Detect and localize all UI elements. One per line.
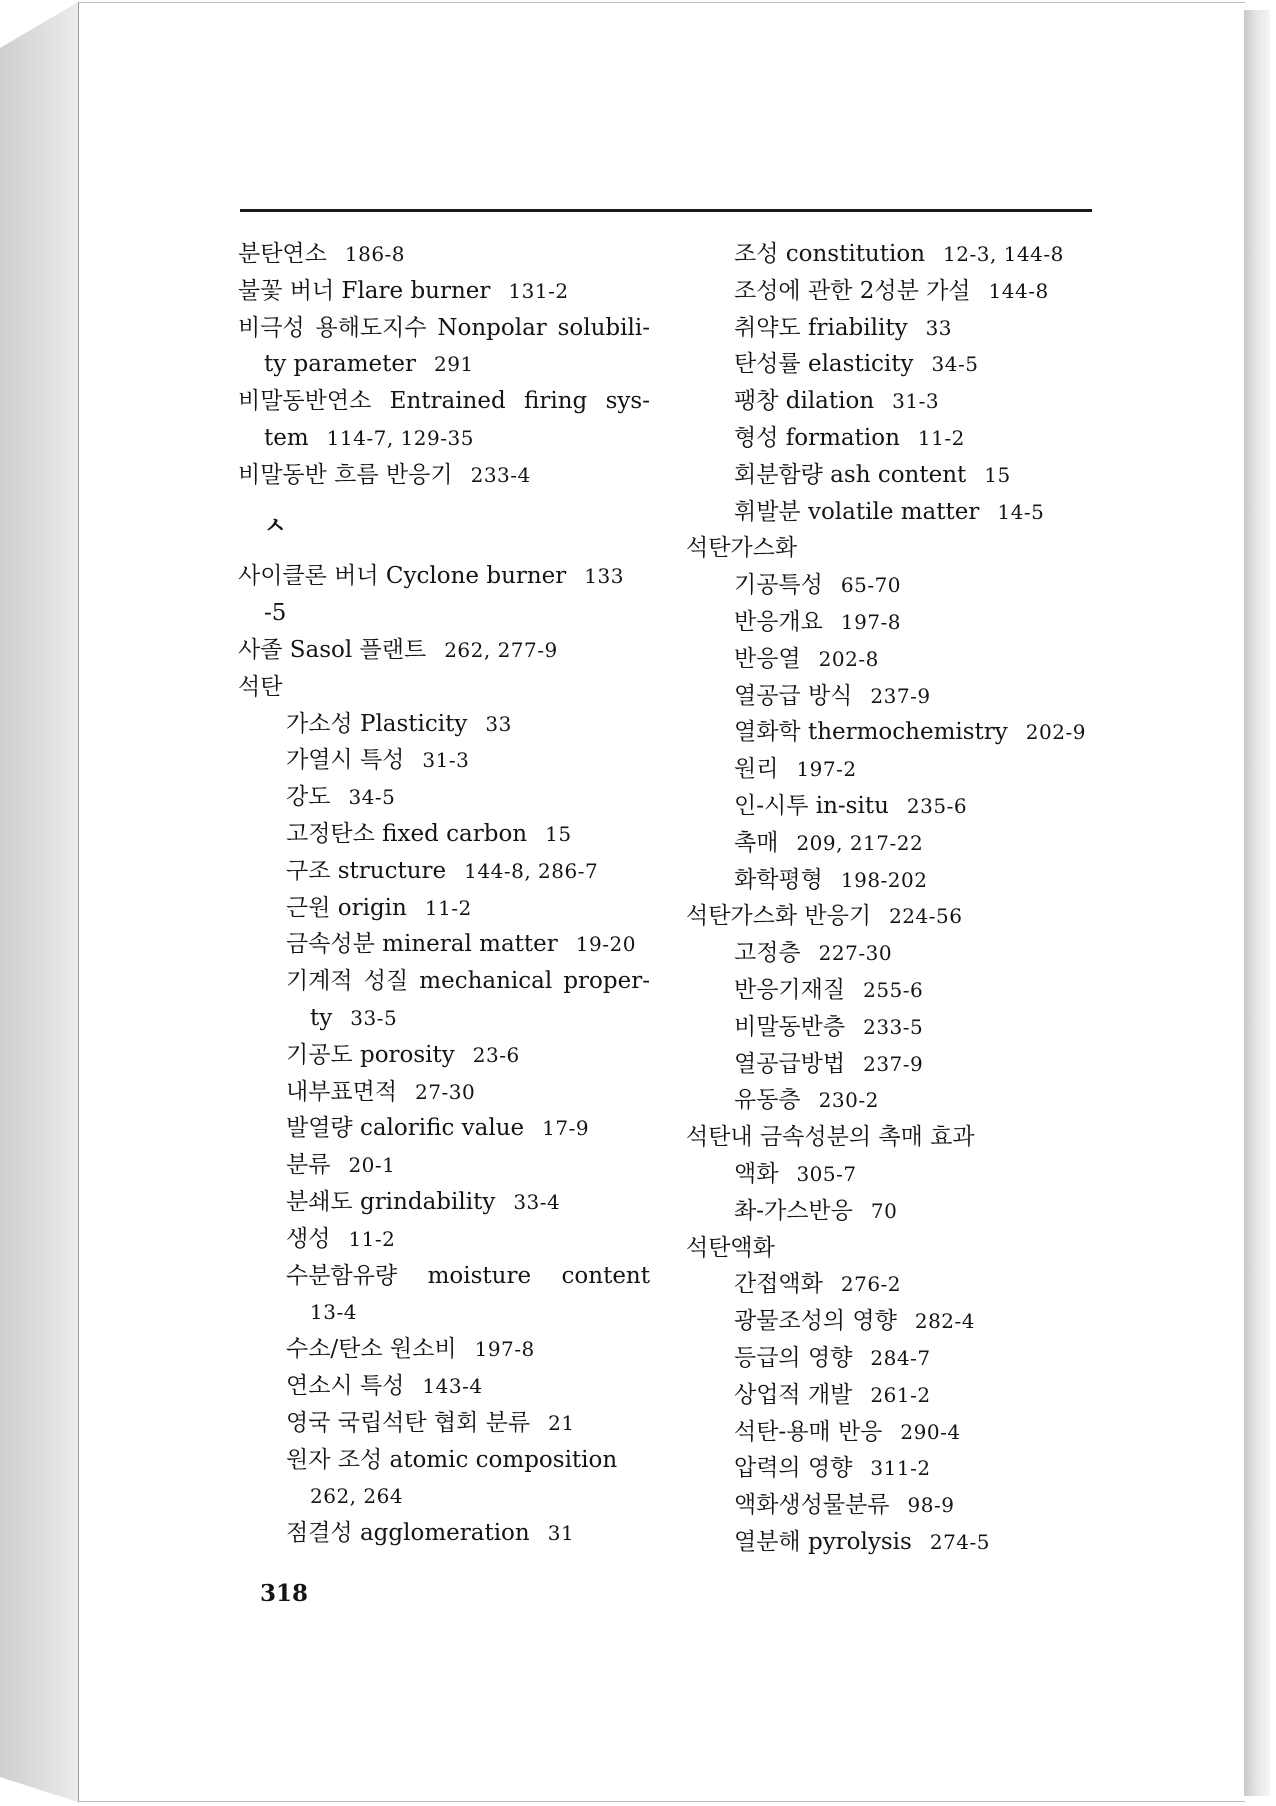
index-term: 석탄내 금속성분의 촉매 효과 bbox=[686, 1124, 975, 1151]
index-entry bbox=[238, 383, 650, 420]
index-pages: 21 bbox=[548, 1410, 575, 1435]
page-number: 318 bbox=[260, 1580, 309, 1607]
index-pages: 33 bbox=[925, 315, 953, 340]
index-term: 형성 formation bbox=[734, 424, 900, 451]
index-heading bbox=[686, 1119, 1106, 1156]
index-pages: 12-3, 144-8 bbox=[943, 242, 1064, 266]
index-pages: 262, 277-9 bbox=[444, 637, 558, 662]
index-subentry bbox=[686, 236, 1106, 273]
index-term: 수분함유량 moisture content bbox=[286, 1262, 650, 1289]
index-pages: 31-3 bbox=[422, 748, 470, 773]
index-subentry bbox=[686, 604, 1106, 641]
index-term: 석탄가스화 반응기 bbox=[686, 903, 872, 930]
index-subentry bbox=[686, 567, 1106, 604]
index-term: 기공도 porosity bbox=[286, 1041, 455, 1068]
index-subentry bbox=[686, 1377, 1106, 1414]
index-term: ty parameter bbox=[264, 351, 416, 378]
index-subentry bbox=[686, 862, 1106, 899]
index-term: 비말동반연소 Entrained firing sys- bbox=[238, 388, 650, 415]
index-subentry bbox=[686, 1193, 1106, 1230]
index-term: 영국 국립석탄 협회 분류 bbox=[286, 1409, 531, 1436]
index-pages: 15 bbox=[545, 821, 572, 846]
index-subentry bbox=[238, 1405, 650, 1442]
index-subentry bbox=[238, 706, 650, 743]
index-entry bbox=[238, 236, 650, 273]
index-term: 열공급 방식 bbox=[734, 682, 853, 709]
index-subentry bbox=[686, 714, 1106, 751]
index-pages: 255-6 bbox=[863, 977, 924, 1002]
index-heading bbox=[238, 669, 650, 706]
index-pages: 202-8 bbox=[818, 646, 879, 671]
index-pages: 197-2 bbox=[796, 757, 857, 782]
index-pages: 233-5 bbox=[863, 1014, 924, 1039]
index-pages: 143-4 bbox=[422, 1373, 483, 1398]
index-subentry bbox=[686, 457, 1106, 494]
index-term: 취약도 friability bbox=[734, 314, 908, 341]
index-subentry bbox=[686, 383, 1106, 420]
index-term: 석탄-용매 반응 bbox=[734, 1418, 883, 1445]
index-pages: 11-2 bbox=[424, 895, 472, 920]
index-term: 석탄 bbox=[238, 673, 283, 700]
index-subentry bbox=[238, 1442, 650, 1479]
index-term: 생성 bbox=[286, 1225, 331, 1252]
section-letter: ㅅ bbox=[264, 511, 287, 539]
index-pages: 131-2 bbox=[508, 278, 569, 303]
index-pages: 98-9 bbox=[907, 1493, 955, 1518]
index-term: 인-시투 in-situ bbox=[734, 792, 889, 819]
index-subentry bbox=[238, 1110, 650, 1147]
index-term: -5 bbox=[264, 600, 287, 627]
index-pages: 202-9 bbox=[1025, 720, 1086, 745]
index-term: 불꽃 버너 Flare burner bbox=[238, 277, 491, 304]
index-subentry bbox=[238, 963, 650, 1000]
index-subentry bbox=[686, 641, 1106, 678]
index-pages: 65-70 bbox=[840, 573, 902, 598]
index-term: 점결성 agglomeration bbox=[286, 1520, 530, 1547]
index-term: 구조 structure bbox=[286, 857, 447, 884]
index-subentry bbox=[238, 816, 650, 853]
index-term: 원리 bbox=[734, 756, 779, 783]
index-pages: 291 bbox=[433, 352, 474, 377]
book-spine bbox=[0, 2, 78, 1802]
index-pages: 114-7, 129-35 bbox=[326, 425, 474, 450]
index-pages: 23-6 bbox=[472, 1042, 520, 1067]
index-pages: 144-8 bbox=[988, 278, 1049, 303]
index-pages: 33 bbox=[485, 711, 512, 736]
index-subentry bbox=[686, 1009, 1106, 1046]
index-pages: 186-8 bbox=[344, 242, 406, 266]
index-pages: 34-5 bbox=[348, 785, 396, 810]
index-pages: 276-2 bbox=[840, 1272, 902, 1297]
index-term: 휘발분 volatile matter bbox=[734, 498, 980, 525]
index-pages: 261-2 bbox=[870, 1382, 931, 1407]
index-pages: 11-2 bbox=[917, 425, 965, 450]
index-term: 강도 bbox=[286, 784, 331, 811]
index-subentry bbox=[686, 788, 1106, 825]
index-term: 가소성 Plasticity bbox=[286, 710, 468, 737]
index-pages: 33-5 bbox=[350, 1005, 398, 1030]
index-pages: 305-7 bbox=[796, 1161, 857, 1186]
index-pages: 17-9 bbox=[542, 1116, 590, 1141]
index-term: 열화학 thermochemistry bbox=[734, 719, 1008, 746]
index-subentry bbox=[686, 1340, 1106, 1377]
index-entry-continuation bbox=[238, 595, 650, 632]
index-term: 금속성분 mineral matter bbox=[286, 931, 558, 958]
index-subentry bbox=[238, 1221, 650, 1258]
index-subentry bbox=[686, 678, 1106, 715]
index-pages: 13-4 bbox=[310, 1300, 357, 1325]
index-pages: 15 bbox=[984, 462, 1011, 487]
index-term: 탄성률 elasticity bbox=[734, 351, 914, 378]
index-term: 연소시 특성 bbox=[286, 1372, 405, 1399]
index-term: 간접액화 bbox=[734, 1271, 823, 1298]
index-heading bbox=[686, 1230, 1106, 1267]
index-term: 발열량 calorific value bbox=[286, 1115, 525, 1142]
index-column-left bbox=[238, 236, 650, 1552]
index-term: 석탄액화 bbox=[686, 1234, 775, 1261]
index-term: 액화생성물분류 bbox=[734, 1492, 890, 1519]
index-pages: 33-4 bbox=[513, 1189, 561, 1214]
index-subentry bbox=[686, 1082, 1106, 1119]
index-subentry bbox=[238, 1331, 650, 1368]
index-pages: 227-30 bbox=[818, 941, 893, 966]
index-entry bbox=[238, 273, 650, 310]
index-subentry bbox=[686, 1156, 1106, 1193]
index-term: 분탄연소 bbox=[238, 241, 327, 267]
index-pages: 197-8 bbox=[474, 1337, 535, 1362]
index-pages: 282-4 bbox=[914, 1309, 975, 1334]
index-term: 기공특성 bbox=[734, 572, 823, 599]
index-subentry bbox=[238, 1515, 650, 1552]
index-pages: 11-2 bbox=[348, 1226, 396, 1251]
index-entry bbox=[238, 632, 650, 669]
index-subentry bbox=[686, 1487, 1106, 1524]
index-pages: 34-5 bbox=[931, 352, 979, 377]
index-pages: 27-30 bbox=[415, 1079, 476, 1104]
index-subentry bbox=[686, 310, 1106, 347]
index-term: tem bbox=[264, 424, 309, 451]
index-subentry bbox=[238, 890, 650, 927]
index-entry bbox=[238, 558, 650, 595]
index-term: 원자 조성 atomic composition bbox=[286, 1446, 618, 1473]
index-term: 광물조성의 영향 bbox=[734, 1308, 897, 1335]
index-term: 사이클론 버너 Cyclone burner bbox=[238, 563, 567, 590]
index-column-right bbox=[686, 236, 1106, 1561]
index-term: 고정탄소 fixed carbon bbox=[286, 820, 528, 847]
index-term: 사졸 Sasol 플랜트 bbox=[238, 636, 427, 663]
index-term: 비말동반층 bbox=[734, 1013, 846, 1040]
index-term: 화학평형 bbox=[734, 866, 823, 893]
index-subentry-continuation bbox=[238, 1478, 650, 1515]
index-term: 회분함량 ash content bbox=[734, 461, 967, 488]
index-term: 반응열 bbox=[734, 645, 801, 672]
index-subentry bbox=[238, 779, 650, 816]
index-heading bbox=[686, 530, 1106, 567]
index-pages: 198-202 bbox=[840, 867, 928, 892]
index-pages: 19-20 bbox=[575, 932, 636, 957]
index-subentry bbox=[686, 1303, 1106, 1340]
index-pages: 284-7 bbox=[870, 1345, 931, 1370]
index-term: 분쇄도 grindability bbox=[286, 1188, 496, 1215]
index-term: 비극성 용해도지수 Nonpolar solubili- bbox=[238, 314, 650, 341]
index-pages: 224-56 bbox=[889, 904, 963, 929]
index-subentry bbox=[238, 742, 650, 779]
index-pages: 237-9 bbox=[870, 683, 931, 708]
index-term: 고정층 bbox=[734, 940, 801, 967]
index-term: 기계적 성질 mechanical proper- bbox=[286, 968, 650, 995]
index-term: 열공급방법 bbox=[734, 1050, 846, 1077]
index-pages: 274-5 bbox=[929, 1529, 990, 1554]
index-term: 내부표면적 bbox=[286, 1078, 398, 1105]
index-subentry bbox=[686, 273, 1106, 310]
index-term: 액화 bbox=[734, 1160, 779, 1187]
index-entry bbox=[238, 310, 650, 347]
index-pages: 233-4 bbox=[470, 462, 531, 487]
section-letter-heading bbox=[238, 508, 650, 545]
index-term: 유동층 bbox=[734, 1087, 801, 1114]
index-term: 근원 origin bbox=[286, 894, 407, 921]
index-term: 열분해 pyrolysis bbox=[734, 1528, 912, 1555]
index-heading bbox=[686, 898, 1106, 935]
index-term: 압력의 영향 bbox=[734, 1455, 853, 1482]
index-subentry bbox=[686, 751, 1106, 788]
index-subentry bbox=[238, 1258, 650, 1295]
index-subentry bbox=[686, 494, 1106, 531]
index-term: ty bbox=[310, 1004, 333, 1031]
index-pages: 235-6 bbox=[906, 793, 968, 818]
index-pages: 311-2 bbox=[870, 1456, 931, 1481]
index-term: 가열시 특성 bbox=[286, 747, 405, 774]
index-entry-continuation bbox=[238, 420, 650, 457]
index-pages: 209, 217-22 bbox=[796, 830, 924, 855]
index-term: 분류 bbox=[286, 1152, 331, 1179]
index-pages: 133 bbox=[584, 564, 624, 589]
index-term: 팽창 dilation bbox=[734, 388, 875, 415]
index-term: 수소/탄소 원소비 bbox=[286, 1336, 457, 1363]
index-subentry bbox=[238, 1147, 650, 1184]
index-pages: 14-5 bbox=[997, 499, 1045, 524]
index-term: 석탄가스화 bbox=[686, 535, 798, 562]
index-subentry bbox=[686, 1414, 1106, 1451]
index-term: 촤-가스반응 bbox=[734, 1197, 853, 1224]
index-term: 반응개요 bbox=[734, 608, 823, 635]
index-subentry bbox=[238, 926, 650, 963]
index-subentry bbox=[238, 1184, 650, 1221]
index-pages: 197-8 bbox=[840, 609, 902, 634]
index-subentry bbox=[686, 1046, 1106, 1083]
index-pages: 230-2 bbox=[818, 1088, 879, 1113]
index-entry bbox=[238, 457, 650, 494]
index-pages: 31 bbox=[547, 1521, 575, 1546]
index-term: 촉매 bbox=[734, 829, 779, 856]
index-subentry bbox=[238, 1037, 650, 1074]
index-subentry bbox=[686, 420, 1106, 457]
index-term: 상업적 개발 bbox=[734, 1381, 853, 1408]
index-subentry bbox=[686, 1450, 1106, 1487]
index-pages: 144-8, 286-7 bbox=[464, 858, 599, 883]
book-page-edge bbox=[1244, 10, 1270, 1796]
index-pages: 237-9 bbox=[863, 1051, 924, 1076]
index-subentry bbox=[238, 1074, 650, 1111]
index-subentry bbox=[686, 1524, 1106, 1561]
index-subentry-continuation bbox=[238, 1294, 650, 1331]
index-subentry bbox=[238, 853, 650, 890]
index-pages: 70 bbox=[870, 1198, 898, 1223]
header-rule bbox=[240, 209, 1092, 212]
index-pages: 262, 264 bbox=[310, 1484, 404, 1509]
index-subentry bbox=[686, 935, 1106, 972]
index-term: 비말동반 흐름 반응기 bbox=[238, 461, 453, 488]
index-entry-continuation bbox=[238, 346, 650, 383]
index-term: 반응기재질 bbox=[734, 976, 846, 1003]
index-subentry bbox=[238, 1368, 650, 1405]
index-subentry bbox=[686, 825, 1106, 862]
index-subentry bbox=[686, 346, 1106, 383]
index-pages: 20-1 bbox=[348, 1153, 396, 1178]
index-subentry bbox=[686, 1266, 1106, 1303]
index-term: 조성 constitution bbox=[734, 241, 926, 267]
index-subentry bbox=[686, 972, 1106, 1009]
index-pages: 290-4 bbox=[900, 1419, 961, 1444]
index-pages: 31-3 bbox=[892, 389, 940, 414]
index-subentry-continuation bbox=[238, 1000, 650, 1037]
index-term: 등급의 영향 bbox=[734, 1344, 853, 1371]
index-term: 조성에 관한 2성분 가설 bbox=[734, 277, 971, 304]
